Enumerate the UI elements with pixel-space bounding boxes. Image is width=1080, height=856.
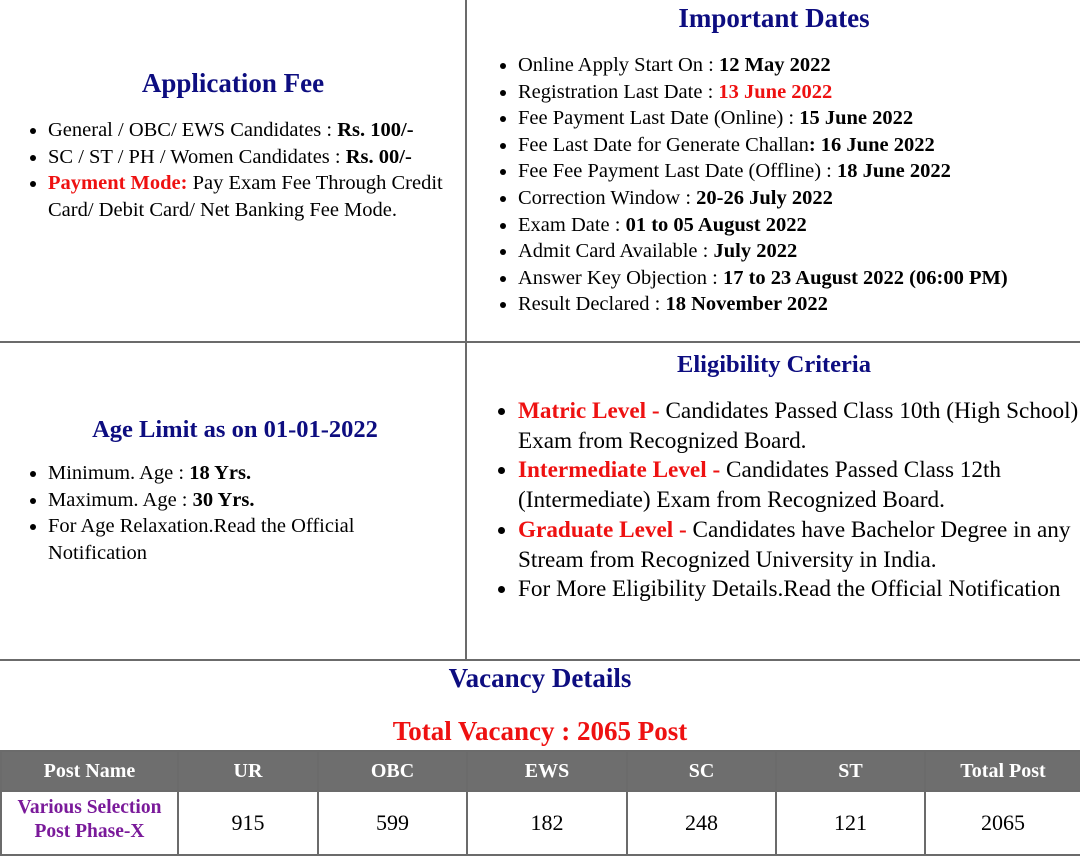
date-item: • Exam Date : 01 to 05 August 2022 [518, 212, 1080, 239]
date-item: • Registration Last Date : 13 June 2022 [518, 79, 1080, 106]
cell-ews: 182 [467, 791, 627, 855]
vacancy-details-title: Vacancy Details [448, 663, 632, 693]
header-total-post: Total Post [925, 751, 1080, 791]
age-item-minimum: • Minimum. Age : 18 Yrs. [48, 460, 454, 487]
date-item: • Result Declared : 18 November 2022 [518, 291, 1080, 318]
age-limit-section [0, 344, 466, 660]
eligibility-item-intermediate: • Intermediate Level - Candidates Passed Class 12th (Intermediate) Exam from Recognized Board. [518, 456, 1080, 515]
cell-post-name: Various Selection Post Phase-X [1, 791, 178, 855]
fee-item-reserved: • SC / ST / PH / Women Candidates : Rs. 00/- [48, 144, 454, 171]
header-ews: EWS [467, 751, 627, 791]
cell-obc: 599 [318, 791, 467, 855]
header-sc: SC [627, 751, 776, 791]
table-row [1, 791, 1080, 855]
total-vacancy-header [0, 716, 1080, 747]
fee-item-payment-mode: • Payment Mode: Pay Exam Fee Through Credit Card/ Debit Card/ Net Banking Fee Mode. [48, 170, 454, 223]
application-fee-list [22, 117, 454, 223]
vacancy-details-header [0, 663, 1080, 694]
eligibility-list [492, 397, 1080, 605]
date-item: • Correction Window : 20-26 July 2022 [518, 185, 1080, 212]
application-fee-section [0, 0, 466, 342]
vacancy-table [0, 750, 1080, 856]
eligibility-item-matric: • Matric Level - Candidates Passed Class 10th (High School) Exam from Recognized Board. [518, 397, 1080, 456]
date-item: • Answer Key Objection : 17 to 23 August 2022 (06:00 PM) [518, 265, 1080, 292]
header-obc: OBC [318, 751, 467, 791]
age-item-maximum: • Maximum. Age : 30 Yrs. [48, 487, 454, 514]
eligibility-title: Eligibility Criteria [677, 351, 871, 378]
cell-st: 121 [776, 791, 925, 855]
date-item: • Fee Fee Payment Last Date (Offline) : 18 June 2022 [518, 158, 1080, 185]
header-st: ST [776, 751, 925, 791]
eligibility-section [468, 344, 1080, 660]
cell-sc: 248 [627, 791, 776, 855]
important-dates-title: Important Dates [678, 3, 870, 33]
age-item-relaxation: • For Age Relaxation.Read the Official Notification [48, 513, 454, 566]
eligibility-item-notification: • For More Eligibility Details.Read the Official Notification [518, 575, 1080, 605]
vacancy-table-header-row [1, 751, 1080, 791]
total-vacancy-title: Total Vacancy : 2065 Post [392, 716, 688, 746]
date-item: • Online Apply Start On : 12 May 2022 [518, 52, 1080, 79]
application-fee-title: Application Fee [141, 68, 325, 98]
important-dates-section [468, 0, 1080, 342]
cell-ur: 915 [178, 791, 318, 855]
date-item: • Fee Payment Last Date (Online) : 15 June 2022 [518, 105, 1080, 132]
age-limit-list [22, 460, 454, 566]
header-ur: UR [178, 751, 318, 791]
date-item: • Fee Last Date for Generate Challan: 16 June 2022 [518, 132, 1080, 159]
cell-total-post: 2065 [925, 791, 1080, 855]
date-item: • Admit Card Available : July 2022 [518, 238, 1080, 265]
header-post-name: Post Name [1, 751, 178, 791]
age-limit-title: Age Limit as on 01-01-2022 [92, 416, 378, 443]
eligibility-item-graduate: • Graduate Level - Candidates have Bachelor Degree in any Stream from Recognized University in India. [518, 516, 1080, 575]
fee-item-general: • General / OBC/ EWS Candidates : Rs. 100/- [48, 117, 454, 144]
important-dates-list [492, 52, 1080, 318]
